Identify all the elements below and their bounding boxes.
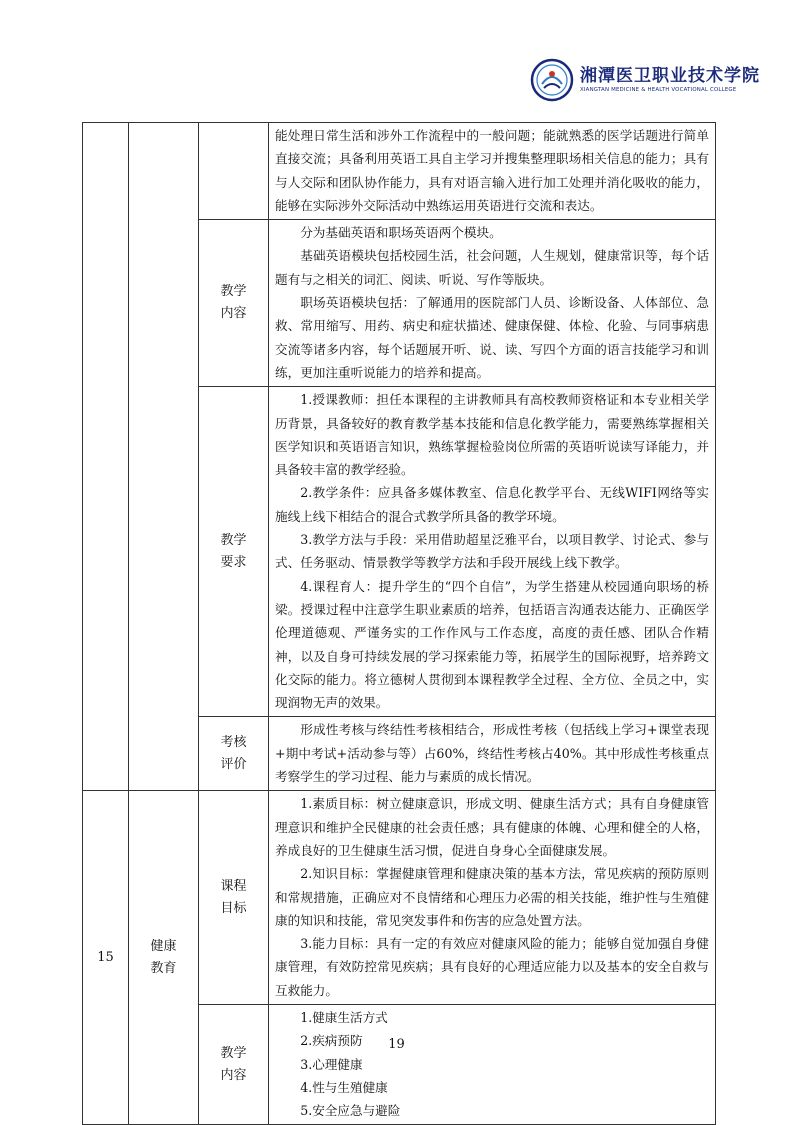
list-item: 5.安全应急与避险 (300, 1103, 401, 1119)
health-course-goal: 1.素质目标：树立健康意识，形成文明、健康生活方式；具有自身健康管理意识和维护全民健康的社会责任感；具有健康的体魄、心理和健全的人格，养成良好的卫生健康生活习惯，促进自身身心全面健康发展。 2.知识目标：掌握健康管理和健康决策的基本方法，常见疾病的预防原则和常规措施，正确应对不良情绪和心理压力必需的相关技能，维护性与生殖健康的知识和技能，常见突发事件和伤害的应急处置方法。 3.能力目标：具有一定的有效应对健康风险的能力；能够自觉加强自身健康管理，有效防控常见疾病；具有良好的心理适应能力以及基本的安全自救与互救能力。 (269, 791, 716, 1005)
row-label-teaching-content: 教学内容 (199, 1004, 269, 1124)
english-teaching-content: 分为基础英语和职场英语两个模块。 基础英语模块包括校园生活，社会问题，人生规划，健康常识等，每个话题有与之相关的词汇、阅读、听说、写作等版块。 职场英语模块包括：了解通用的医院部门人员、诊断设备、人体部位、急救、常用缩写、用药、病史和症状描述、健康保健、体检、化验、与同事病患交流等诸多内容，每个话题展开听、说、读、写四个方面的语言技能学习和训练，更加注重听说能力的培养和提高。 (269, 220, 716, 387)
page-number: 19 (388, 1037, 405, 1052)
table-row (83, 791, 716, 1005)
english-teaching-requirements: 1.授课教师：担任本课程的主讲教师具有高校教师资格证和本专业相关学历背景，具备较好的教育教学基本技能和信息化教学能力，需要熟练掌握相关医学知识和英语语言知识，熟练掌握检验岗位所需的英语听说读写译能力，并具备较丰富的教学经验。 2.教学条件：应具备多媒体教室、信息化教学平台、无线WIFI网络等实施线上线下相结合的混合式教学所具备的教学环境。 3.教学方法与手段：采用借助超星泛雅平台，以项目教学、讨论式、参与式、任务驱动、情景教学等教学方法和手段开展线上线下教学。 4.课程育人：提升学生的“四个自信”，为学生搭建从校园通向职场的桥梁。授课过程中注意学生职业素质的培养，包括语言沟通表达能力、正确医学伦理道德观、严谨务实的工作作风与工作态度，高度的责任感、团队合作精神，以及自身可持续发展的学习探索能力等，拓展学生的国际视野，培养跨文化交际的能力。将立德树人贯彻到本课程教学全过程、全方位、全员之中，实现润物无声的效果。 (269, 387, 716, 717)
english-assessment: 形成性考核与终结性考核相结合，形成性考核（包括线上学习+课堂表现+期中考试+活动参与等）占60%，终结性考核占40%。其中形成性考核重点考察学生的学习过程、能力与素质的成长情况。 (269, 717, 716, 791)
list-item: 3.心理健康 (300, 1056, 363, 1072)
logo-name-cn: 湘潭医卫职业技术学院 (580, 66, 760, 86)
college-logo (530, 58, 760, 102)
health-teaching-content (269, 1004, 716, 1124)
college-emblem-icon (530, 58, 574, 102)
list-item: 1.健康生活方式 (300, 1009, 388, 1025)
curriculum-table (82, 122, 716, 1125)
english-goal-continued: 能处理日常生活和涉外工作流程中的一般问题；能就熟悉的医学话题进行简单直接交流；具备利用英语工具自主学习并搜集整理职场相关信息的能力；具有与人交际和团队协作能力，具有对语言输入进行加工处理并消化吸收的能力，能够在实际涉外交际活动中熟练运用英语进行交流和表达。 (269, 123, 716, 220)
list-item: 2.疾病预防 (300, 1033, 363, 1049)
table-row (83, 123, 716, 220)
logo-name-en: XIANGTAN MEDICINE & HEALTH VOCATIONAL COLLEGE (580, 87, 737, 93)
list-item: 4.性与生殖健康 (300, 1079, 388, 1095)
row-label-teaching-content: 教学内容 (199, 220, 269, 387)
course-number: 15 (83, 791, 129, 1125)
course-name: 健康教育 (129, 791, 199, 1125)
row-label-teaching-requirements: 教学要求 (199, 387, 269, 717)
row-label-course-goal: 课程目标 (199, 791, 269, 1005)
row-label-assessment: 考核评价 (199, 717, 269, 791)
